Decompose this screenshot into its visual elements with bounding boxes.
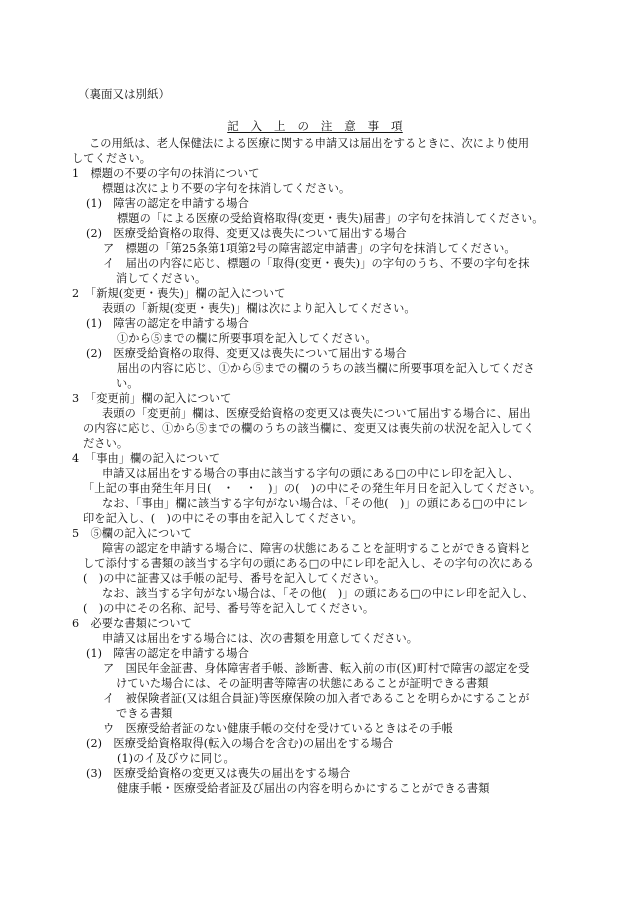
- section-heading: 6 必要な書類について: [72, 617, 192, 630]
- body-line: できる書類: [116, 707, 173, 720]
- body-line: (1)のイ及びウに同じ。: [117, 752, 235, 765]
- title-text: 記 入 上 の 注 意 事 項: [227, 119, 403, 133]
- header-note: （裏面又は別紙）: [78, 87, 170, 101]
- body-line: 標題は次により不要の字句を抹消してください。: [102, 182, 351, 195]
- body-line: 届出の内容に応じ、①から⑤までの欄のうちの該当欄に所要事項を記入してくださ: [117, 362, 535, 375]
- subsection-heading: (1) 障害の認定を申請する場合: [86, 317, 249, 330]
- body-line: ウ 医療受給者証のない健康手帳の交付を受けているときはその手帳: [103, 722, 453, 735]
- section-heading: 4 「事由」欄の記入について: [72, 452, 221, 465]
- body-line: ア 標題の「第25条第1項第2号の障害認定申請書」の字句を抹消してください。: [103, 242, 516, 255]
- body-line: ださい。: [83, 437, 129, 450]
- body-line: 表頭の「新規(変更・喪失)」欄は次により記入してください。: [102, 302, 416, 315]
- section-heading: 2 「新規(変更・喪失)」欄の記入について: [72, 287, 286, 300]
- subsection-heading: (3) 医療受給資格の変更又は喪失の届出をする場合: [86, 767, 351, 780]
- body-line: 「上記の事由発生年月日( ・ ・ )」の( )の中にその発生年月日を記入してください。: [83, 482, 542, 495]
- section-heading: 1 標題の不要の字句の抹消について: [72, 167, 260, 180]
- body-line: イ 届出の内容に応じ、標題の「取得(変更・喪失)」の字句のうち、不要の字句を抹: [103, 257, 530, 270]
- body-line: 健康手帳・医療受給者証及び届出の内容を明らかにすることができる書類: [117, 782, 490, 795]
- body-line: ア 国民年金証書、身体障害者手帳、診断書、転入前の市(区)町村で障害の認定を受: [103, 662, 530, 675]
- body-line: イ 被保険者証(又は組合員証)等医療保険の加入者であることを明らかにすることが: [103, 692, 530, 705]
- body-line: 標題の「による医療の受給資格取得(変更・喪失)届書」の字句を抹消してください。: [117, 212, 544, 225]
- section-heading: 3 「変更前」欄の記入について: [72, 392, 232, 405]
- body-line: なお、「事由」欄に該当する字句がない場合は、「その他( )」の頭にある□の中にレ: [102, 497, 529, 510]
- body-line: なお、該当する字句がない場合は、「その他( )」の頭にある□の中にレ印を記入し、: [102, 587, 534, 600]
- subsection-heading: (2) 医療受給資格の取得、変更又は喪失について届出する場合: [86, 227, 407, 240]
- page-title: [0, 118, 630, 134]
- subsection-heading: (1) 障害の認定を申請する場合: [86, 647, 249, 660]
- subsection-heading: (2) 医療受給資格取得(転入の場合を含む)の届出をする場合: [86, 737, 394, 750]
- body-line: 印を記入し、( )の中にその事由を記入してください。: [83, 512, 363, 525]
- body-line: けていた場合には、その証明書等障害の状態にあることが証明できる書類: [116, 677, 489, 690]
- subsection-heading: (2) 医療受給資格の取得、変更又は喪失について届出する場合: [86, 347, 407, 360]
- body-line: ( )の中に証書又は手帳の記号、番号を記入してください。: [83, 572, 386, 585]
- body-line: 申請又は届出をする場合には、次の書類を用意してください。: [102, 632, 419, 645]
- body-line: して添付する書類の該当する字句の頭にある□の中にレ印を記入し、その字句の次にある: [83, 557, 534, 570]
- body-line: ( )の中にその名称、記号、番号等を記入してください。: [83, 602, 375, 615]
- body-line: 障害の認定を申請する場合に、障害の状態にあることを証明することができる資料と: [102, 542, 531, 555]
- subsection-heading: (1) 障害の認定を申請する場合: [86, 197, 249, 210]
- body-line: い。: [116, 377, 139, 390]
- body-line: の内容に応じ、①から⑤までの欄のうちの該当欄に、変更又は喪失前の状況を記入してく: [83, 422, 535, 435]
- body-line: してください。: [72, 152, 152, 165]
- body-line: 消してください。: [116, 272, 207, 285]
- body-line: ①から⑤までの欄に所要事項を記入してください。: [117, 332, 377, 345]
- body-line: この用紙は、老人保健法による医療に関する申請又は届出をするときに、次により使用: [89, 137, 530, 150]
- section-heading: 5 ⑤欄の記入について: [72, 527, 192, 540]
- body-line: 申請又は届出をする場合の事由に該当する字句の頭にある□の中にレ印を記入し、: [102, 467, 520, 480]
- body-line: 表頭の「変更前」欄は、医療受給資格の変更又は喪失について届出する場合に、届出: [102, 407, 531, 420]
